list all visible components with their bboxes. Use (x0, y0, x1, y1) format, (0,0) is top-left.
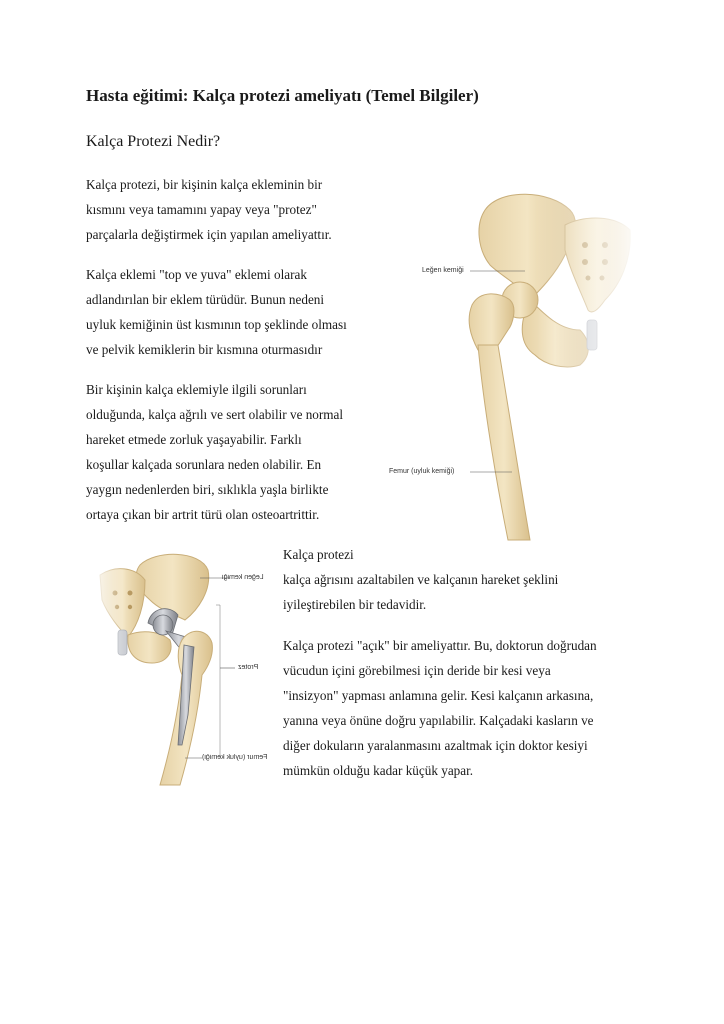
hip-prosthesis-figure (90, 545, 275, 790)
section-heading: Kalça Protezi Nedir? (86, 133, 221, 150)
text-line: yanına veya önüne doğru yapılabilir. Kalçadaki kasların ve (283, 713, 594, 728)
paragraph-open-surgery (283, 633, 597, 783)
text-line: iyileştirebilen bir tedavidir. (283, 597, 427, 612)
text-line: diğer dokuların yaralanmasını azaltmak için doktor kesiyi (283, 738, 588, 753)
text-line: Kalça protezi, bir kişinin kalça ekleminin bir (86, 177, 323, 192)
paragraph-treatment (283, 542, 558, 617)
paragraph-definition (86, 172, 332, 247)
text-line: parçalarla değiştirmek için yapılan ameliyattır. (86, 227, 332, 242)
text-line: ortaya çıkan bir artrit türü olan osteoartrittir. (86, 507, 320, 522)
text-line: Kalça eklemi "top ve yuva" eklemi olarak (86, 267, 307, 282)
paragraph-joint-type (86, 262, 347, 362)
pelvis-label: Leğen kemiği (422, 267, 464, 274)
text-line: mümkün olduğu kadar küçük yapar. (283, 763, 474, 778)
text-line: "insizyon" yapması anlamına gelir. Kesi kalçanın arkasına, (283, 688, 594, 703)
text-line: vücudun içini görebilmesi için deride bir kesi veya (283, 663, 551, 678)
text-line: olduğunda, kalça ağrılı ve sert olabilir ve normal (86, 407, 344, 422)
text-line: koşullar kalçada sorunlara neden olabilir. En (86, 457, 322, 472)
text-line: uyluk kemiğinin üst kısmının top şeklinde olması (86, 317, 347, 332)
femur-label-mirrored: Femur (uyluk kemiği) (202, 754, 268, 761)
text-line: kalça ağrısını azaltabilen ve kalçanın hareket şeklini (283, 572, 559, 587)
prosthesis-label-mirrored: Protez (238, 664, 259, 671)
page-title: Hasta eğitimi: Kalça protezi ameliyatı (Temel Bilgiler) (86, 86, 479, 105)
text-line: hareket etmede zorluk yaşayabilir. Farklı (86, 432, 302, 447)
hip-anatomy-illustration (380, 180, 640, 550)
text-line: Kalça protezi "açık" bir ameliyattır. Bu, doktorun doğrudan (283, 638, 597, 653)
text-line: adlandırılan bir eklem türüdür. Bunun nedeni (86, 292, 325, 307)
text-line: ve pelvik kemiklerin bir kısmına oturmasıdır (86, 342, 323, 357)
paragraph-problems (86, 377, 343, 527)
femur-label: Femur (uyluk kemiği) (389, 468, 455, 475)
text-line: Bir kişinin kalça eklemiyle ilgili sorunları (86, 382, 307, 397)
text-line: kısmını veya tamamını yapay veya "protez" (86, 202, 317, 217)
text-line: Kalça protezi (283, 547, 354, 562)
hip-anatomy-figure (380, 180, 640, 550)
pelvis-label-mirrored: Leğen kemiği (222, 574, 264, 581)
text-line: yaygın nedenlerden biri, sıklıkla yaşla birlikte (86, 482, 329, 497)
